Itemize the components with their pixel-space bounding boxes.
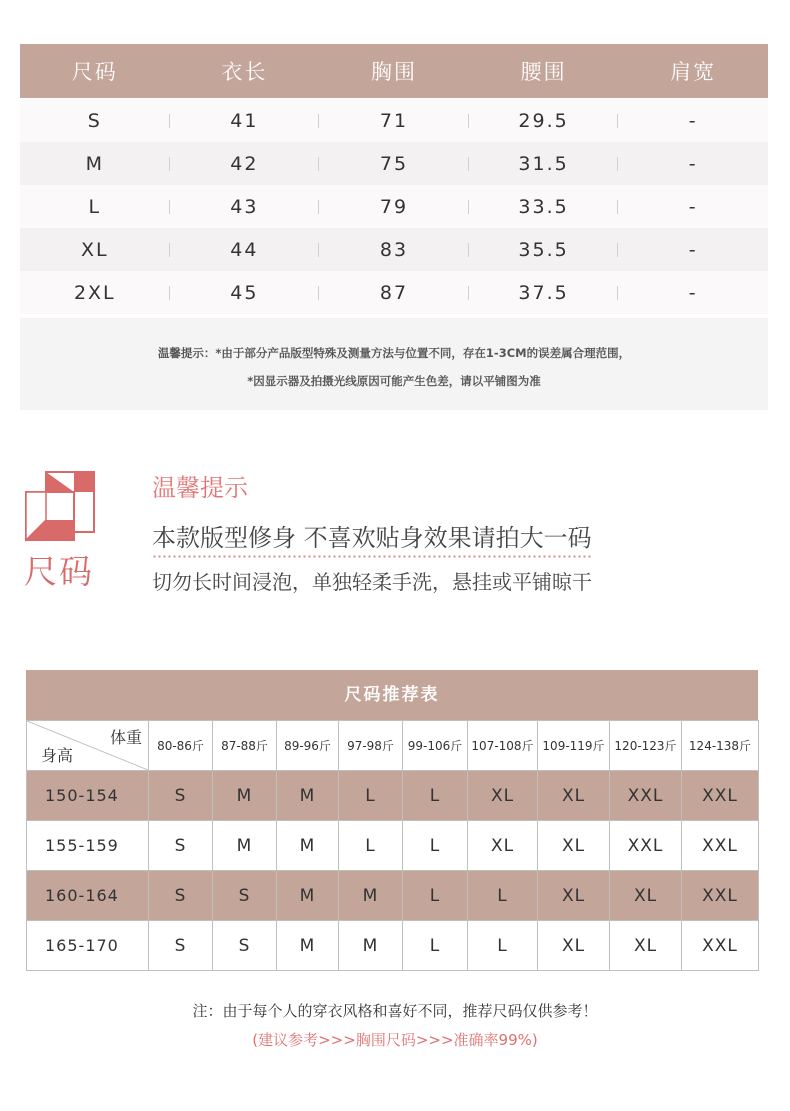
size-table-cell: 71 <box>319 110 469 132</box>
footer-note: 注：由于每个人的穿衣风格和喜好不同，推荐尺码仅供参考！ <box>192 1002 598 1020</box>
recommended-size-cell: M <box>213 771 277 821</box>
weight-range-cell: 97-98斤 <box>339 721 403 771</box>
size-table-cell: 79 <box>319 196 469 218</box>
weight-range-cell: 107-108斤 <box>468 721 538 771</box>
size-table-cell: 44 <box>170 239 320 261</box>
header-bust: 胸围 <box>370 60 417 84</box>
recommended-size-cell: M <box>213 821 277 871</box>
recommended-size-cell: S <box>149 921 213 971</box>
recommend-weight-row <box>27 721 759 771</box>
size-table-cell: M <box>20 153 170 175</box>
height-range-cell: 150-154 <box>27 771 149 821</box>
header-waist: 腰围 <box>520 60 567 84</box>
notice-line-2: *因显示器及拍摄光线原因可能产生色差，请以平铺图为准 <box>247 374 541 388</box>
height-range-cell: 160-164 <box>27 871 149 921</box>
weight-range-cell: 80-86斤 <box>149 721 213 771</box>
recommended-size-cell: S <box>149 821 213 871</box>
recommended-size-cell: XXL <box>610 821 682 871</box>
size-table-cell: 83 <box>319 239 469 261</box>
size-table-cell: 33.5 <box>469 196 619 218</box>
size-table-body <box>20 99 768 314</box>
tips-wash-advice: 切勿长时间浸泡，单独轻柔手洗，悬挂或平铺晾干 <box>152 570 592 594</box>
size-table-cell: S <box>20 110 170 132</box>
recommend-table <box>26 720 759 971</box>
size-table-cell: - <box>688 109 698 132</box>
size-table-row <box>20 99 768 142</box>
recommended-size-cell: L <box>339 771 403 821</box>
corner-weight-label: 体重 <box>109 728 142 747</box>
size-table-cell: L <box>20 196 170 218</box>
corner-height-label: 身高 <box>41 746 74 765</box>
recommended-size-cell: M <box>277 771 339 821</box>
recommended-size-cell: S <box>213 871 277 921</box>
recommend-row <box>27 821 759 871</box>
recommended-size-cell: L <box>468 871 538 921</box>
recommended-size-cell: XL <box>538 771 610 821</box>
size-table-cell: 31.5 <box>469 153 619 175</box>
size-table-cell: 35.5 <box>469 239 619 261</box>
recommended-size-cell: L <box>403 871 468 921</box>
height-range-cell: 155-159 <box>27 821 149 871</box>
size-table-cell: 45 <box>170 282 320 304</box>
recommended-size-cell: M <box>277 821 339 871</box>
tips-fit-advice: 本款版型修身 不喜欢贴身效果请拍大一码 <box>152 518 592 559</box>
header-size: 尺码 <box>71 60 118 84</box>
size-table-cell: 2XL <box>20 282 170 304</box>
size-table-cell: 43 <box>170 196 320 218</box>
recommended-size-cell: XL <box>468 771 538 821</box>
weight-range-cell: 87-88斤 <box>213 721 277 771</box>
header-shoulder: 肩宽 <box>670 60 717 84</box>
recommend-table-title: 尺码推荐表 <box>26 670 758 720</box>
weight-range-cell: 89-96斤 <box>277 721 339 771</box>
size-table-cell: - <box>688 152 698 175</box>
size-table-row <box>20 228 768 271</box>
corner-cell <box>27 721 149 771</box>
recommended-size-cell: XXL <box>682 921 759 971</box>
size-table <box>20 44 768 314</box>
recommend-row <box>27 771 759 821</box>
recommended-size-cell: XL <box>468 821 538 871</box>
recommended-size-cell: XL <box>538 921 610 971</box>
recommended-size-cell: XXL <box>682 771 759 821</box>
recommended-size-cell: M <box>339 921 403 971</box>
size-table-cell: 42 <box>170 153 320 175</box>
size-table-cell: 75 <box>319 153 469 175</box>
recommended-size-cell: XXL <box>610 771 682 821</box>
recommended-size-cell: XL <box>610 921 682 971</box>
recommended-size-cell: L <box>403 821 468 871</box>
recommended-size-cell: L <box>403 771 468 821</box>
size-table-cell: 87 <box>319 282 469 304</box>
tips-title: 温馨提示 <box>152 474 248 502</box>
size-table-cell: 29.5 <box>469 110 619 132</box>
size-table-cell: 37.5 <box>469 282 619 304</box>
weight-range-cell: 109-119斤 <box>538 721 610 771</box>
size-folded-icon <box>24 470 96 542</box>
size-icon-label: 尺码 <box>24 552 94 591</box>
recommended-size-cell: M <box>277 871 339 921</box>
recommended-size-cell: XL <box>610 871 682 921</box>
recommended-size-cell: S <box>149 771 213 821</box>
recommended-size-cell: S <box>213 921 277 971</box>
recommended-size-cell: S <box>149 871 213 921</box>
size-table-cell: XL <box>20 239 170 261</box>
footer-suggest: (建议参考>>>胸围尺码>>>准确率99%) <box>252 1031 538 1049</box>
size-table-cell: 41 <box>170 110 320 132</box>
recommended-size-cell: XL <box>538 871 610 921</box>
size-table-cell: - <box>688 238 698 261</box>
size-table-row <box>20 142 768 185</box>
recommended-size-cell: L <box>339 821 403 871</box>
size-table-cell: - <box>688 281 698 304</box>
recommended-size-cell: M <box>277 921 339 971</box>
notice-line-1: 温馨提示：*由于部分产品版型特殊及测量方法与位置不同，存在1-3CM的误差属合理范围， <box>157 346 631 360</box>
recommended-size-cell: XXL <box>682 871 759 921</box>
size-table-cell: - <box>688 195 698 218</box>
height-range-cell: 165-170 <box>27 921 149 971</box>
size-table-header <box>20 44 768 98</box>
header-length: 衣长 <box>221 60 268 84</box>
weight-range-cell: 120-123斤 <box>610 721 682 771</box>
weight-range-cell: 99-106斤 <box>403 721 468 771</box>
recommended-size-cell: L <box>403 921 468 971</box>
measurement-notice <box>20 318 768 410</box>
weight-range-cell: 124-138斤 <box>682 721 759 771</box>
recommended-size-cell: XL <box>538 821 610 871</box>
recommended-size-cell: M <box>339 871 403 921</box>
recommended-size-cell: L <box>468 921 538 971</box>
recommended-size-cell: XXL <box>682 821 759 871</box>
recommend-row <box>27 871 759 921</box>
size-table-row <box>20 185 768 228</box>
recommend-row <box>27 921 759 971</box>
size-table-row <box>20 271 768 314</box>
